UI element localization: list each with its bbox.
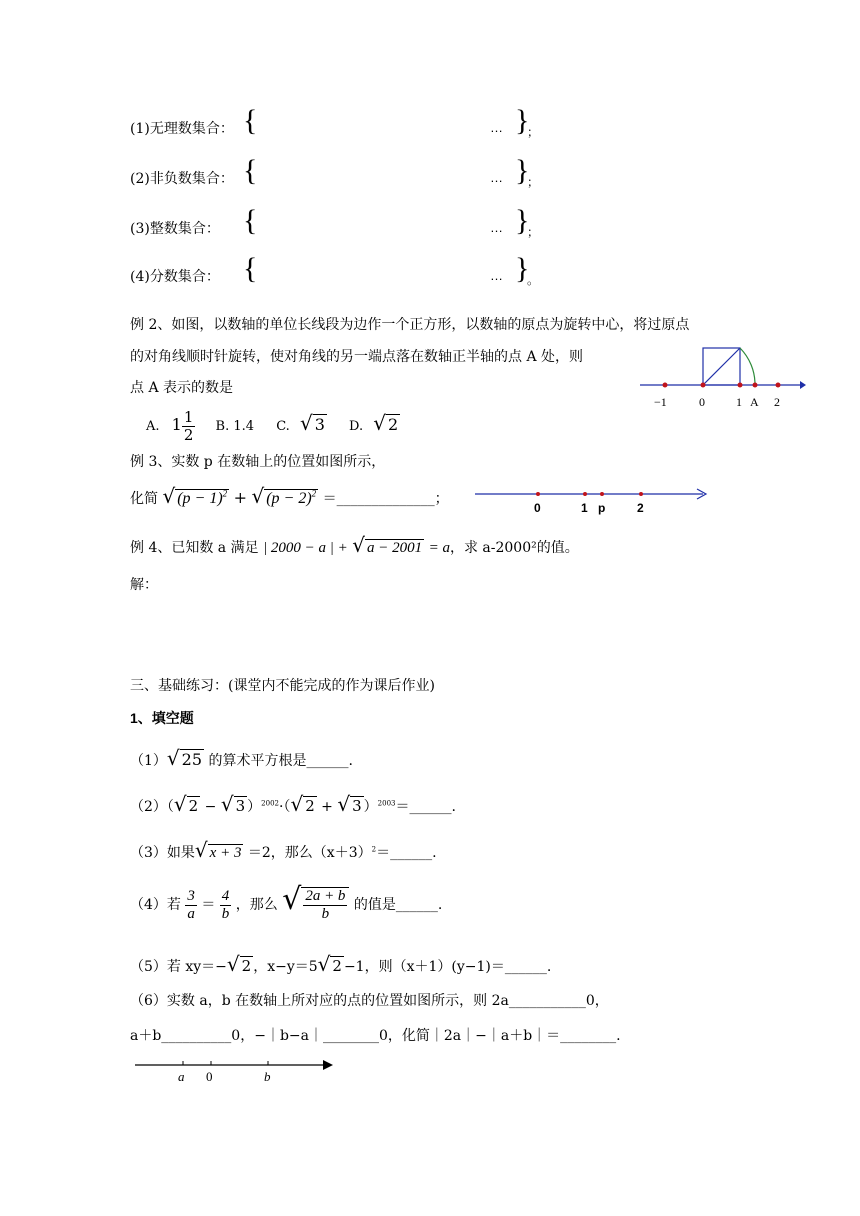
- point-minus-one: [663, 383, 668, 388]
- point-a: [753, 383, 758, 388]
- radical-1: √ $(p - 1)^2$: [162, 484, 228, 508]
- example4-suffix: ，求 a-2000²的值。: [449, 540, 579, 556]
- label-a: a: [178, 1069, 185, 1084]
- right-brace: }: [515, 252, 530, 285]
- set-label: (4)分数集合：: [130, 269, 220, 285]
- example4-prefix: 例 4、已知数 a 满足: [130, 540, 259, 556]
- left-brace: {: [243, 154, 258, 187]
- left-brace: {: [243, 104, 258, 137]
- set-end: ；: [527, 125, 540, 139]
- ellipsis: …: [490, 220, 503, 235]
- question-6-line1: （6）实数 a，b 在数轴上所对应的点的位置如图所示，则 2a___________0，: [130, 993, 609, 1009]
- example2-line3: 点 A 表示的数是: [130, 380, 234, 396]
- option-a-fraction: $\frac{1}{2}$: [183, 408, 194, 444]
- point-p: [600, 492, 604, 496]
- radical-2: √ $(p - 2)^2$: [251, 484, 317, 508]
- label-b: b: [264, 1069, 271, 1084]
- label-two: 2: [637, 501, 644, 515]
- section3-subheading: 1、填空题: [130, 710, 194, 726]
- set-end: ；: [527, 225, 540, 239]
- left-brace: {: [243, 252, 258, 285]
- point-one: [738, 383, 743, 388]
- question-3: （3）如果√ x + 3 ＝2，那么$(x+3)^2=\_\_\_\_\_\_$.: [130, 838, 437, 862]
- label-zero: 0: [699, 395, 705, 409]
- example2-line2: 的对角线顺时针旋转，使对角线的另一端点落在数轴正半轴的点 A 处，则: [130, 349, 584, 365]
- example2-number-line-figure: [640, 340, 810, 415]
- label-p: p: [598, 501, 606, 515]
- set-label: (1)无理数集合：: [130, 121, 234, 137]
- axis-arrow: [800, 381, 806, 389]
- right-brace: }: [515, 104, 530, 137]
- option-b: B. 1.4: [215, 419, 255, 434]
- question-6-number-line-figure: [135, 1055, 340, 1087]
- set-label: (2)非负数集合：: [130, 171, 234, 187]
- section3-heading: 三、基础练习：(课堂内不能完成的作为课后作业): [130, 678, 435, 694]
- example2-line1: 例 2、如图，以数轴的单位长线段为边作一个正方形，以数轴的原点为旋转中心，将过原点: [130, 317, 690, 333]
- example4-expr: | 2000 − a | +: [263, 540, 348, 556]
- simplify-label: 化简: [130, 491, 158, 507]
- example2-options: [146, 409, 400, 444]
- question-2: （2）（√ 2 − √ 3 ）$^{2002}$·（√ 2 + √ 3 ）$^{2003}$＝______.: [130, 792, 456, 816]
- answer-blank: ＝______________；: [322, 491, 449, 507]
- question-4: （4）若 $\frac{3}{a}$ ＝ $\frac{4}{b}$ ，那么 √ $\frac{2a + b}{b}$ 的值是______.: [130, 882, 443, 922]
- option-d-label: D.: [349, 419, 364, 434]
- label-zero: 0: [206, 1069, 213, 1084]
- left-brace: {: [243, 204, 258, 237]
- example3-number-line-figure: [475, 484, 715, 516]
- example4-line: [130, 533, 579, 557]
- set-end: 。: [527, 273, 540, 287]
- axis-arrow: [323, 1060, 333, 1070]
- label-one: 1: [736, 395, 742, 409]
- example3-line1: 例 3、实数 p 在数轴上的位置如图所示，: [130, 454, 386, 470]
- question-6-line2: a＋b__________0，−｜b−a｜________0，化简｜2a｜−｜a＋b｜＝________.: [130, 1028, 621, 1044]
- example4-eq: = a: [428, 540, 450, 556]
- option-d-radical: √ 2: [373, 411, 399, 435]
- right-brace: }: [515, 154, 530, 187]
- point-zero: [536, 492, 540, 496]
- label-minus-one: −1: [654, 395, 667, 409]
- point-two: [776, 383, 781, 388]
- ellipsis: …: [490, 170, 503, 185]
- label-two: 2: [774, 395, 780, 409]
- option-c-label: C.: [276, 419, 290, 434]
- question-1: （1）√ 25 的算术平方根是______.: [130, 746, 353, 770]
- diagonal: [703, 348, 740, 385]
- point-two: [639, 492, 643, 496]
- option-c-radical: √ 3: [299, 411, 325, 435]
- point-one: [583, 492, 587, 496]
- radical-25: √ 25: [166, 746, 203, 770]
- label-a: A: [750, 395, 759, 409]
- option-a-whole: 1: [171, 415, 182, 434]
- ellipsis: …: [490, 268, 503, 283]
- label-one: 1: [581, 501, 588, 515]
- question-5: （5）若 xy＝−√ 2 ，x−y＝5√ 2 −1，则（x＋1）(y−1)＝______.: [130, 952, 552, 976]
- point-zero: [701, 383, 706, 388]
- set-label: (3)整数集合：: [130, 221, 220, 237]
- rotation-arc: [740, 348, 755, 385]
- fraction-radical: √ $\frac{2a + b}{b}$: [282, 882, 349, 923]
- option-a-label: A.: [146, 419, 160, 434]
- label-zero: 0: [534, 501, 541, 515]
- example4-radical: √ a − 2001: [352, 533, 423, 557]
- example3-simplify: 化简 √ $(p - 1)^2$ + √ $(p - 2)^2$ ＝______________；: [130, 484, 449, 508]
- set-end: ；: [527, 175, 540, 189]
- ellipsis: …: [490, 120, 503, 135]
- right-brace: }: [515, 204, 530, 237]
- example4-answer-label: 解：: [130, 577, 158, 593]
